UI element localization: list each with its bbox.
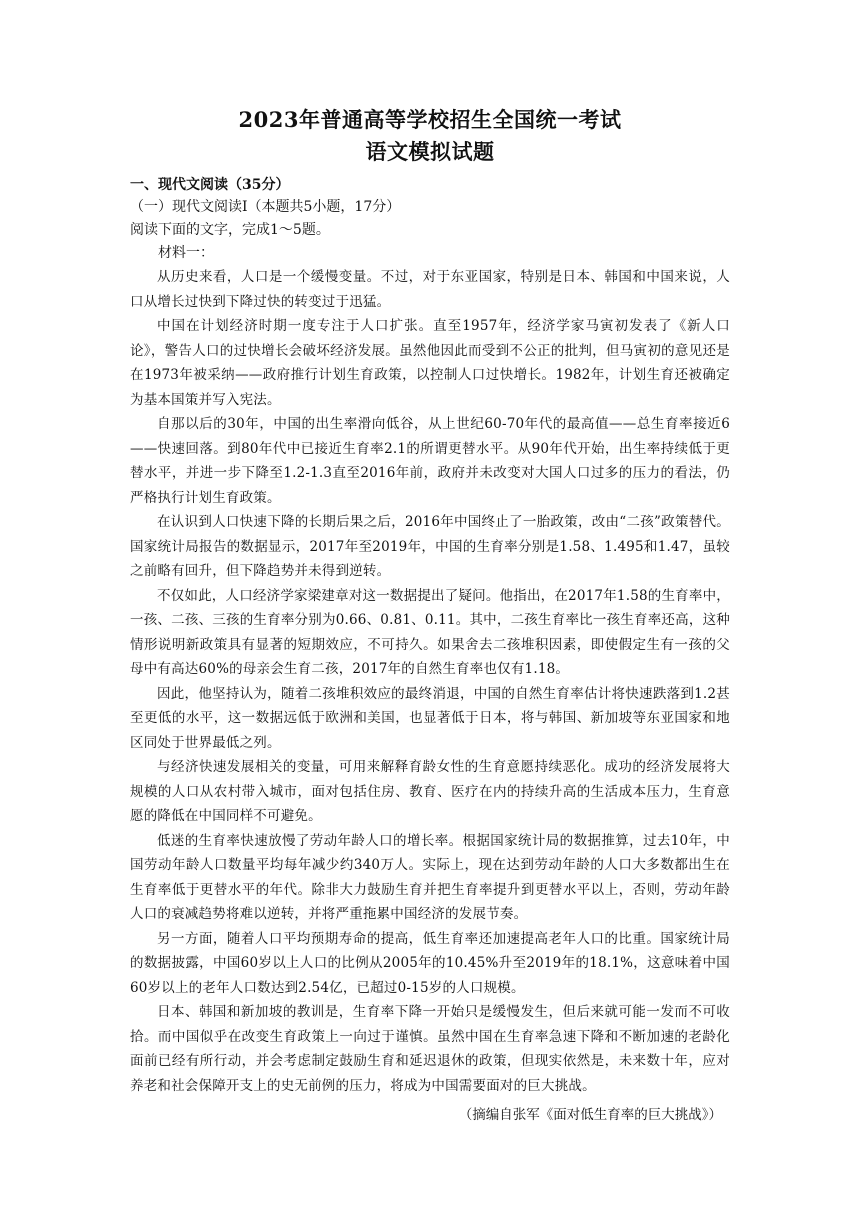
paragraph: 不仅如此，人口经济学家梁建章对这一数据提出了疑问。他指出，在2017年1.58的生育率中，一孩、二孩、三孩的生育率分别为0.66、0.81、0.11。其中，二孩生育率比一孩生育率还高，这种情形说明新政策具有显著的短期效应，不可持久。如果舍去二孩堆积因素，即使假定生有一孩的父母中有高达60%的母亲会生育二孩，2017年的自然生育率也仅有1.18。 (130, 587, 730, 677)
material-label: 材料一： (158, 245, 214, 261)
paragraph: 因此，他坚持认为，随着二孩堆积效应的最终消退，中国的自然生育率估计将快速跌落到1.2甚至更低的水平，这一数据远低于欧洲和美国，也显著低于日本，将与韩国、新加坡等东亚国家和地区同处于世界最低之列。 (130, 685, 730, 751)
source-citation: （摘编自张军《面对低生育率的巨大挑战》） (458, 1107, 722, 1123)
paragraph: 在认识到人口快速下降的长期后果之后，2016年中国终止了一胎政策，改由“二孩”政策替代。国家统计局报告的数据显示，2017年至2019年，中国的生育率分别是1.58、1.495和1.47，虽较之前略有回升，但下降趋势并未得到逆转。 (130, 514, 730, 579)
paragraph: 与经济快速发展相关的变量，可用来解释育龄女性的生育意愿持续恶化。成功的经济发展将大规模的人口从农村带入城市，面对包括住房、教育、医疗在内的持续升高的生活成本压力，生育意愿的降低在中国同样不可避免。 (130, 759, 730, 824)
paragraph: 中国在计划经济时期一度专注于人口扩张。直至1957年，经济学家马寅初发表了《新人口论》，警告人口的过快增长会破坏经济发展。虽然他因此而受到不公正的批判，但马寅初的意见还是在1973年被采纳——政府推行计划生育政策，以控制人口过快增长。1982年，计划生育还被确定为基本国策并写入宪法。 (130, 318, 730, 408)
paragraph: 从历史来看，人口是一个缓慢变量。不过，对于东亚国家，特别是日本、韩国和中国来说，人口从增长过快到下降过快的转变过于迅猛。 (130, 269, 730, 310)
section-subheading: （一）现代文阅读Ⅰ（本题共5小题，17分） (130, 199, 401, 215)
paragraph: 自那以后的30年，中国的出生率滑向低谷，从上世纪60-70年代的最高值——总生育率接近6——快速回落。到80年代中已接近生育率2.1的所谓更替水平。从90年代开始，出生率持续低于更替水平，并进一步下降至1.2-1.3直至2016年前，政府并未改变对大国人口过多的压力的看法，仍严格执行计划生育政策。 (130, 416, 730, 506)
paragraph: 低迷的生育率快速放慢了劳动年龄人口的增长率。根据国家统计局的数据推算，过去10年，中国劳动年龄人口数量平均每年减少约340万人。实际上，现在达到劳动年龄的人口大多数都出生在生育率低于更替水平的年代。除非大力鼓励生育并把生育率提升到更替水平以上，否则，劳动年龄人口的衰减趋势将难以逆转，并将严重拖累中国经济的发展节奏。 (130, 832, 730, 922)
reading-instruction: 阅读下面的文字，完成1～5题。 (130, 222, 330, 238)
exam-page (130, 100, 730, 1128)
exam-subtitle: 语文模拟试题 (365, 139, 495, 164)
paragraph: 日本、韩国和新加坡的教训是，生育率下降一开始只是缓慢发生，但后来就可能一发而不可收拾。而中国似乎在改变生育政策上一向过于谨慎。虽然中国在生育率急速下降和不断加速的老龄化面前已经有所行动，并会考虑制定鼓励生育和延迟退休的政策，但现实依然是，未来数十年，应对养老和社会保障开支上的史无前例的压力，将成为中国需要面对的巨大挑战。 (130, 1004, 730, 1094)
article-body (130, 265, 730, 1098)
exam-title: 2023年普通高等学校招生全国统一考试 (238, 107, 622, 132)
paragraph: 另一方面，随着人口平均预期寿命的提高，低生育率还加速提高老年人口的比重。国家统计局的数据披露，中国60岁以上人口的比例从2005年的10.45%升至2019年的18.1%，这意味着中国60岁以上的老年人口数达到2.54亿，已超过0-15岁的人口规模。 (130, 930, 730, 996)
section-heading: 一、现代文阅读（35分） (130, 177, 290, 193)
